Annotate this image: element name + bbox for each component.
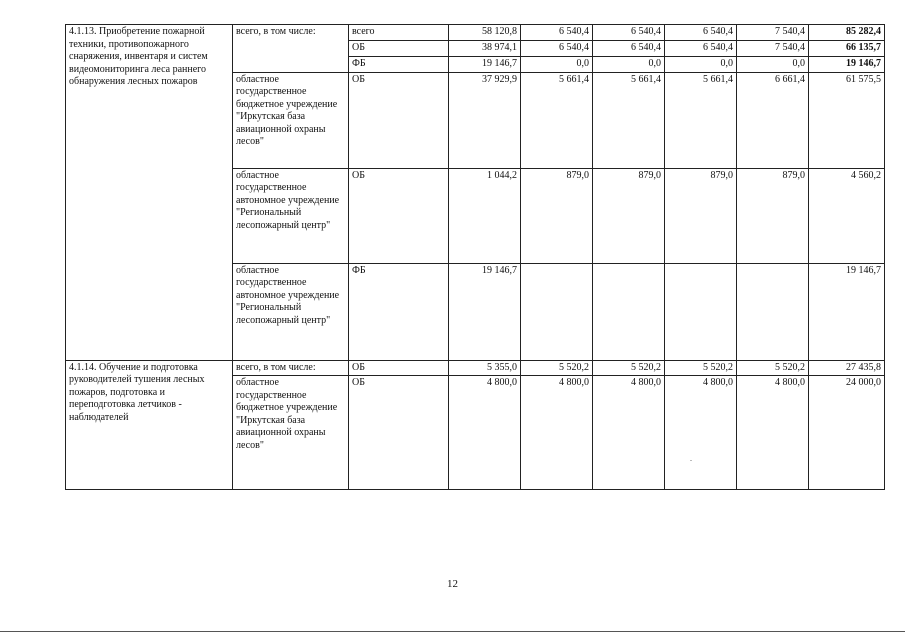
value-cell: 6 540,4 — [665, 40, 737, 56]
table-row — [66, 360, 885, 376]
executor-cell: областное государственное бюджетное учреждение "Иркутская база авиационной охраны лесов" — [233, 72, 349, 168]
value-cell: 4 800,0 — [737, 376, 809, 490]
value-cell: 5 355,0 — [449, 360, 521, 376]
activity-cell: 4.1.14. Обучение и подготовка руководителей тушения лесных пожаров, подготовка и переподготовка летчиков - наблюдателей — [66, 360, 233, 490]
value-cell — [737, 263, 809, 360]
source-cell: ОБ — [349, 72, 449, 168]
executor-cell: областное государственное автономное учреждение "Региональный лесопожарный центр" — [233, 263, 349, 360]
value-cell: 6 540,4 — [665, 25, 737, 41]
value-cell — [521, 263, 593, 360]
source-cell: всего — [349, 25, 449, 41]
value-cell: 38 974,1 — [449, 40, 521, 56]
executor-cell: областное государственное бюджетное учреждение "Иркутская база авиационной охраны лесов" — [233, 376, 349, 490]
value-cell: 0,0 — [665, 56, 737, 72]
total-cell: 85 282,4 — [809, 25, 885, 41]
value-cell: 5 661,4 — [665, 72, 737, 168]
executor-cell: всего, в том числе: — [233, 25, 349, 73]
value-cell: 5 661,4 — [593, 72, 665, 168]
value-cell: 0,0 — [737, 56, 809, 72]
value-cell: 4 800,0 — [665, 376, 737, 490]
value-cell: 4 800,0 — [521, 376, 593, 490]
value-cell: 1 044,2 — [449, 168, 521, 263]
value-cell: 5 661,4 — [521, 72, 593, 168]
value-cell: 7 540,4 — [737, 40, 809, 56]
source-cell: ОБ — [349, 360, 449, 376]
source-cell: ФБ — [349, 56, 449, 72]
value-cell: 5 520,2 — [521, 360, 593, 376]
value-cell: 5 520,2 — [665, 360, 737, 376]
value-cell: 879,0 — [593, 168, 665, 263]
total-cell: 4 560,2 — [809, 168, 885, 263]
value-cell: 6 540,4 — [593, 25, 665, 41]
value-cell: 6 540,4 — [593, 40, 665, 56]
value-cell: 37 929,9 — [449, 72, 521, 168]
table-row — [66, 25, 885, 41]
source-cell: ОБ — [349, 376, 449, 490]
value-cell: 19 146,7 — [449, 263, 521, 360]
value-cell: 5 520,2 — [593, 360, 665, 376]
total-cell: 19 146,7 — [809, 56, 885, 72]
scan-speck — [690, 460, 692, 461]
page-bottom-edge — [0, 631, 905, 632]
value-cell: 6 540,4 — [521, 25, 593, 41]
source-cell: ОБ — [349, 40, 449, 56]
value-cell — [593, 263, 665, 360]
value-cell: 879,0 — [665, 168, 737, 263]
value-cell: 7 540,4 — [737, 25, 809, 41]
value-cell: 879,0 — [737, 168, 809, 263]
executor-cell: областное государственное автономное учреждение "Региональный лесопожарный центр" — [233, 168, 349, 263]
page-number: 12 — [447, 578, 458, 590]
total-cell: 19 146,7 — [809, 263, 885, 360]
budget-table — [65, 24, 885, 490]
total-cell: 27 435,8 — [809, 360, 885, 376]
value-cell: 5 520,2 — [737, 360, 809, 376]
value-cell: 0,0 — [521, 56, 593, 72]
value-cell: 6 540,4 — [521, 40, 593, 56]
source-cell: ОБ — [349, 168, 449, 263]
value-cell: 0,0 — [593, 56, 665, 72]
source-cell: ФБ — [349, 263, 449, 360]
value-cell: 6 661,4 — [737, 72, 809, 168]
value-cell — [665, 263, 737, 360]
value-cell: 19 146,7 — [449, 56, 521, 72]
total-cell: 24 000,0 — [809, 376, 885, 490]
value-cell: 879,0 — [521, 168, 593, 263]
executor-cell: всего, в том числе: — [233, 360, 349, 376]
total-cell: 66 135,7 — [809, 40, 885, 56]
value-cell: 4 800,0 — [593, 376, 665, 490]
value-cell: 58 120,8 — [449, 25, 521, 41]
value-cell: 4 800,0 — [449, 376, 521, 490]
total-cell: 61 575,5 — [809, 72, 885, 168]
activity-cell: 4.1.13. Приобретение пожарной техники, противопожарного снаряжения, инвентаря и систем видеомониторинга леса раннего обнаружения лесных пожаров — [66, 25, 233, 361]
